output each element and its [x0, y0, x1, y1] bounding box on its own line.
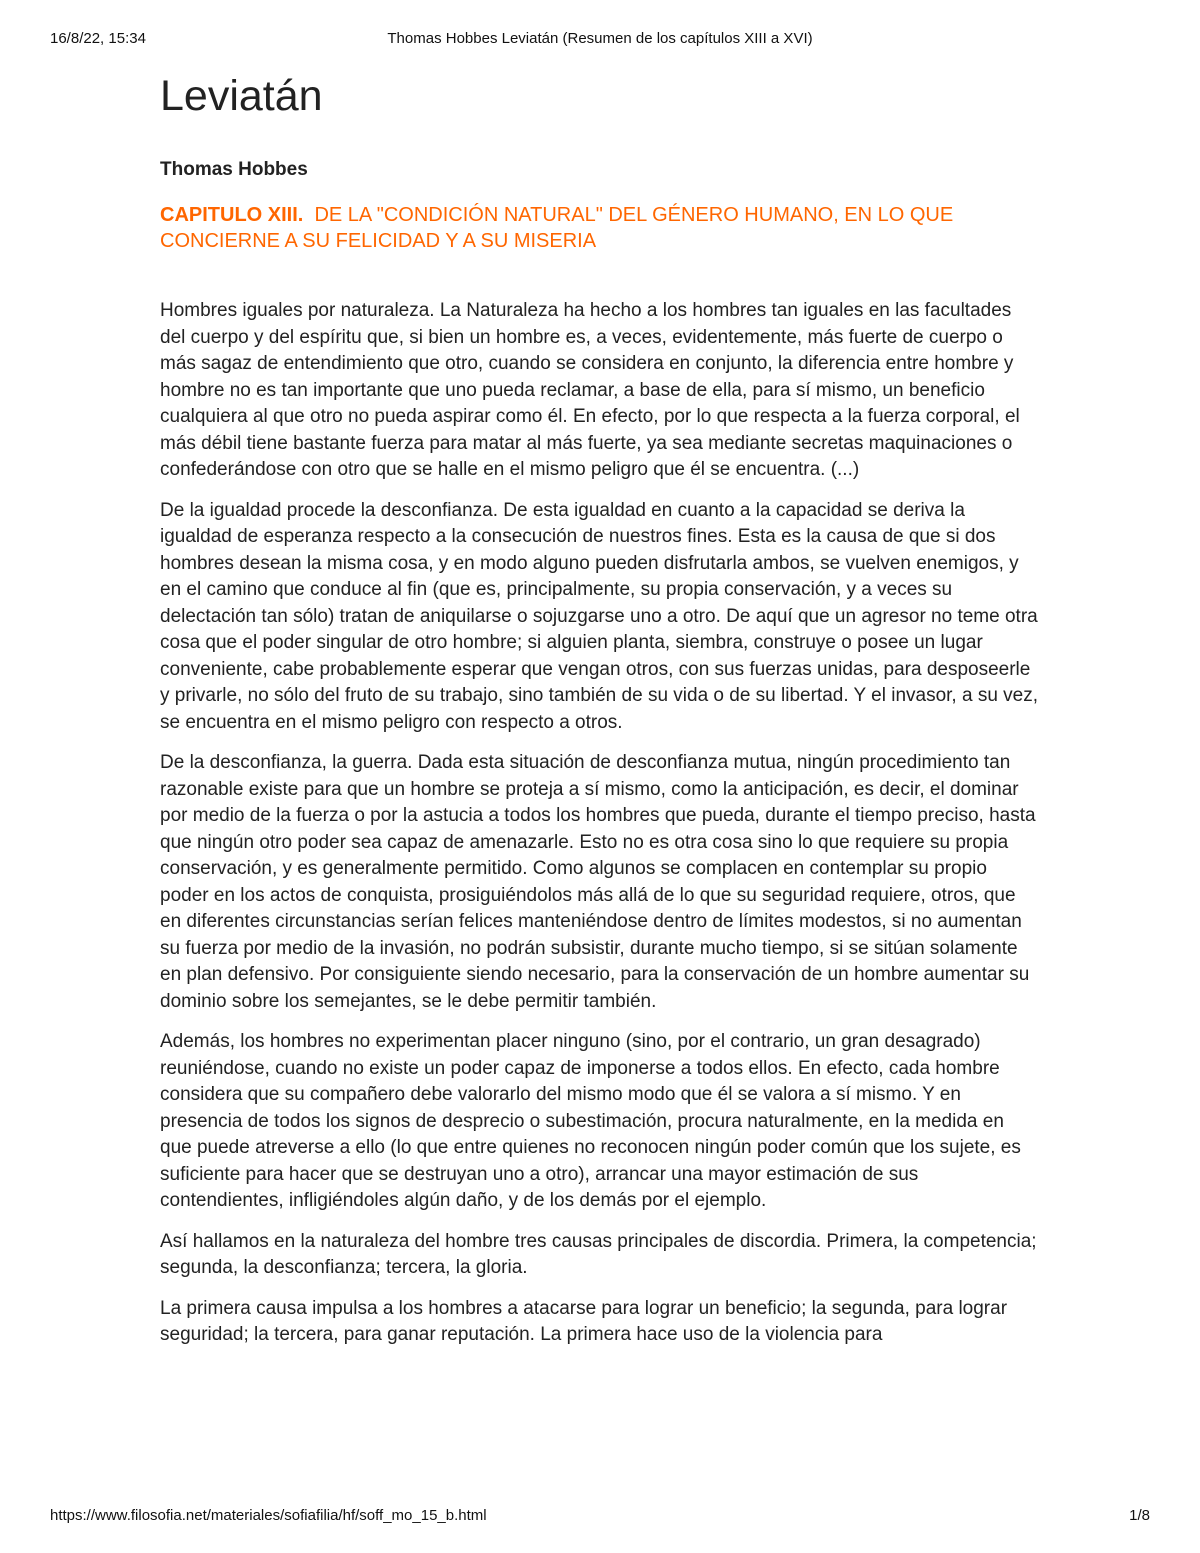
print-document-title: Thomas Hobbes Leviatán (Resumen de los capítulos XIII a XVI)	[387, 30, 813, 47]
chapter-title: DE LA "CONDICIÓN NATURAL" DEL GÉNERO HUMANO, EN LO QUE CONCIERNE A SU FELICIDAD Y A SU MISERIA	[160, 204, 954, 252]
paragraph: Además, los hombres no experimentan placer ninguno (sino, por el contrario, un gran desagrado) reuniéndose, cuando no existe un poder capaz de imponerse a todos ellos. En efecto, cada hombre considera que su compañero debe valorarlo del mismo modo que él se valora a sí mismo. Y en presencia de todos los signos de desprecio o subestimación, procura naturalmente, en la medida en que puede atreverse a ello (lo que entre quienes no reconocen ningún poder común que los sujete, es suficiente para hacer que se destruyan uno a otro), arrancar una mayor estimación de sus contendientes, infligiéndoles algún daño, y de los demás por el ejemplo.	[160, 1031, 1021, 1211]
page-number: 1/8	[1129, 1507, 1150, 1524]
paragraph: Así hallamos en la naturaleza del hombre tres causas principales de discordia. Primera, la competencia; segunda, la desconfianza; tercera, la gloria.	[160, 1230, 1037, 1278]
article-body	[160, 70, 1040, 1363]
chapter-heading	[160, 202, 1040, 254]
print-header	[50, 30, 1150, 50]
paragraph: La primera causa impulsa a los hombres a atacarse para lograr un beneficio; la segunda, para lograr seguridad; la tercera, para ganar reputación. La primera hace uso de la violencia para	[160, 1297, 1008, 1345]
paragraph: Hombres iguales por naturaleza. La Naturaleza ha hecho a los hombres tan iguales en las facultades del cuerpo y del espíritu que, si bien un hombre es, a veces, evidentemente, más fuerte de cuerpo o más sagaz de entendimiento que otro, cuando se considera en conjunto, la diferencia entre hombre y hombre no es tan importante que uno pueda reclamar, a base de ella, para sí mismo, un beneficio cualquiera al que otro no pueda aspirar como él. En efecto, por lo que respecta a la fuerza corporal, el más débil tiene bastante fuerza para matar al más fuerte, ya sea mediante secretas maquinaciones o confederándose con otro que se halle en el mismo peligro que él se encuentra. (...)	[160, 300, 1020, 480]
source-url: https://www.filosofia.net/materiales/sofiafilia/hf/soff_mo_15_b.html	[50, 1507, 487, 1524]
page-title: Leviatán	[160, 72, 323, 120]
paragraph-list	[160, 298, 1040, 1349]
chapter-number: CAPITULO XIII.	[160, 204, 304, 226]
author-name: Thomas Hobbes	[160, 159, 308, 180]
paragraph: De la igualdad procede la desconfianza. De esta igualdad en cuanto a la capacidad se deriva la igualdad de esperanza respecto a la consecución de nuestros fines. Esta es la causa de que si dos hombres desean la misma cosa, y en modo alguno pueden disfrutarla ambos, se vuelven enemigos, y en el camino que conduce al fin (que es, principalmente, su propia conservación, y a veces su delectación tan sólo) tratan de aniquilarse o sojuzgarse uno a otro. De aquí que un agresor no teme otra cosa que el poder singular de otro hombre; si alguien planta, siembra, construye o posee un lugar conveniente, cabe probablemente esperar que vengan otros, con sus fuerzas unidas, para desposeerle y privarle, no sólo del fruto de su trabajo, sino también de su vida o de su libertad. Y el invasor, a su vez, se encuentra en el mismo peligro con respecto a otros.	[160, 499, 1039, 733]
paragraph: De la desconfianza, la guerra. Dada esta situación de desconfianza mutua, ningún procedimiento tan razonable existe para que un hombre se proteja a sí mismo, como la anticipación, es decir, el dominar por medio de la fuerza o por la astucia a todos los hombres que pueda, durante el tiempo preciso, hasta que ningún otro poder sea capaz de amenazarle. Esto no es otra cosa sino lo que requiere su propia conservación, y es generalmente permitido. Como algunos se complacen en contemplar su propio poder en los actos de conquista, prosiguiéndolos más allá de lo que su seguridad requiere, otros, que en diferentes circunstancias serían felices manteniéndose dentro de límites modestos, si no aumentan su fuerza por medio de la invasión, no podrán subsistir, durante mucho tiempo, si se sitúan solamente en plan defensivo. Por consiguiente siendo necesario, para la conservación de un hombre aumentar su dominio sobre los semejantes, se le debe permitir también.	[160, 752, 1036, 1012]
print-footer	[50, 1507, 1150, 1527]
print-date: 16/8/22, 15:34	[50, 30, 146, 47]
